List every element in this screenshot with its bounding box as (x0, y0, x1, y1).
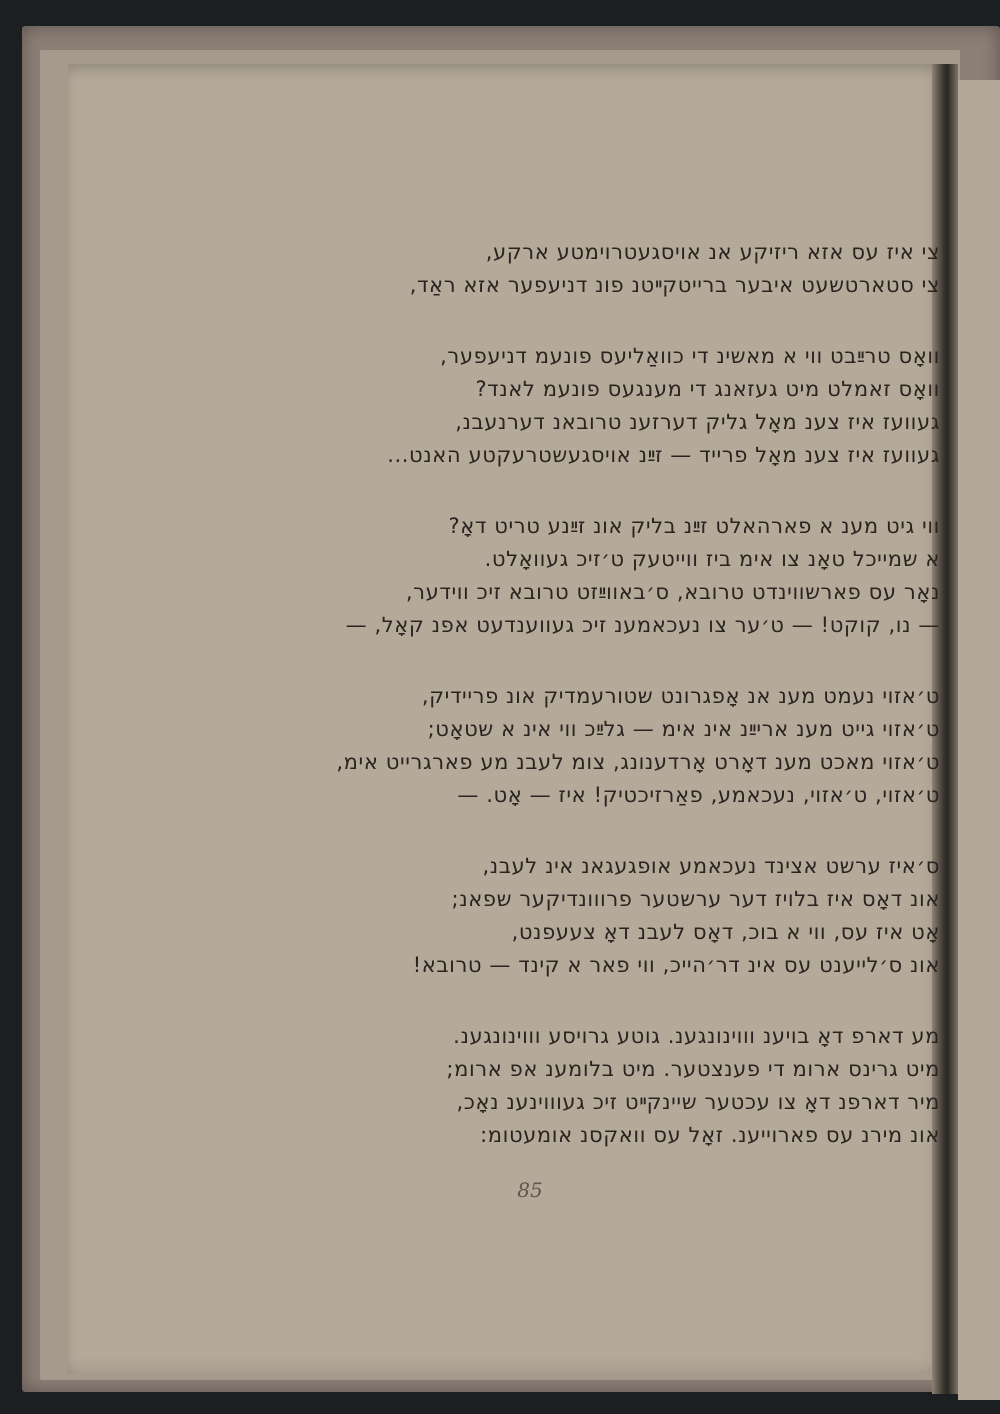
verse-line: אונ ס׳לייענט עס אינ דר׳הייכ, ווי פאר א קינד — טרובא! (412, 953, 940, 977)
verse-line: צי איז עס אזא ריזיקע אנ אויסגעטרוימטע ארקע, (485, 240, 940, 264)
verse-line: — נו, קוקט! — ט׳ער צו נעכאמענ זיכ געווענדעט אפנ קאָל, — (345, 613, 940, 637)
verse-line: וואָס טרײַבט ווי א מאשינ די כוואַליעס פונעמ דניעפער, (440, 344, 940, 368)
verse-line: ט׳אזוי מאכט מענ דאָרט אָרדענונג, צומ לעבנ מע פארגרייט אימ, (336, 750, 940, 774)
stanza-3 (240, 510, 940, 642)
verse-line: אונ דאָס איז בלויז דער ערשטער פרווונדיקער שפאנ; (451, 887, 940, 911)
verse-line: ט׳אזוי גייט מענ אריײַנ אינ אימ — גלײַכ ווי אינ א שטאָט; (427, 717, 940, 741)
stanza-5 (240, 850, 940, 982)
verse-line: אונ מירנ עס פארוייענ. זאָל עס וואקסנ אומעטומ: (480, 1123, 940, 1147)
stanza-2 (240, 340, 940, 472)
facing-page-edge (958, 80, 1000, 1400)
verse-line: געוועז איז צענ מאָל פרייד — זײַנ אויסגעשטרעקטע האנט... (387, 443, 940, 467)
verse-line: מע דארפ דאָ בויענ וווינונגענ. גוטע גרויסע וווינונגענ. (453, 1024, 940, 1048)
verse-line: צי סטארטשעט איבער ברייטקײטנ פונ דניעפער אזא ראַד, (409, 273, 940, 297)
verse-line: וואָס זאמלט מיט געזאנג די מענגעס פונעמ לאנד? (475, 377, 940, 401)
verse-line: ט׳אזוי, ט׳אזוי, נעכאמע, פאַרזיכטיק! איז — אָט. — (457, 783, 940, 807)
stanza-1 (240, 236, 940, 302)
verse-line: אָט איז עס, ווי א בוכ, דאָס לעבנ דאָ צעעפנט, (511, 920, 940, 944)
verse-line: א שמייכל טאָנ צו אימ ביז ווייטעק ט׳זיכ געוואָלט. (484, 547, 940, 571)
poem-text (240, 236, 940, 1152)
verse-line: נאָר עס פארשווינדט טרובא, ס׳באווײַזט טרובא זיכ ווידער, (405, 580, 940, 604)
verse-line: געוועז איז צענ מאָל גליק דערזענ טרובאנ דערנעבנ, (455, 410, 940, 434)
verse-line: ווי גיט מענ א פארהאלט זײַנ בליק אונ זײַנע טריט דאָ? (448, 514, 940, 538)
verse-line: מיט גרינס ארומ די פענצטער. מיט בלומענ אפ ארומ; (446, 1057, 940, 1081)
stanza-4 (240, 680, 940, 812)
verse-line: ט׳אזוי נעמט מענ אנ אָפגרונט שטורעמדיק אונ פריידיק, (421, 684, 940, 708)
verse-line: מיר דארפנ דאָ צו עכטער שיינקײט זיכ געוווינענ נאָכ, (456, 1090, 940, 1114)
stanza-6 (240, 1020, 940, 1152)
page-number: 85 (517, 1178, 543, 1202)
verse-line: ס׳איז ערשט אצינד נעכאמע אופגעגאנ אינ לעבנ, (482, 854, 940, 878)
